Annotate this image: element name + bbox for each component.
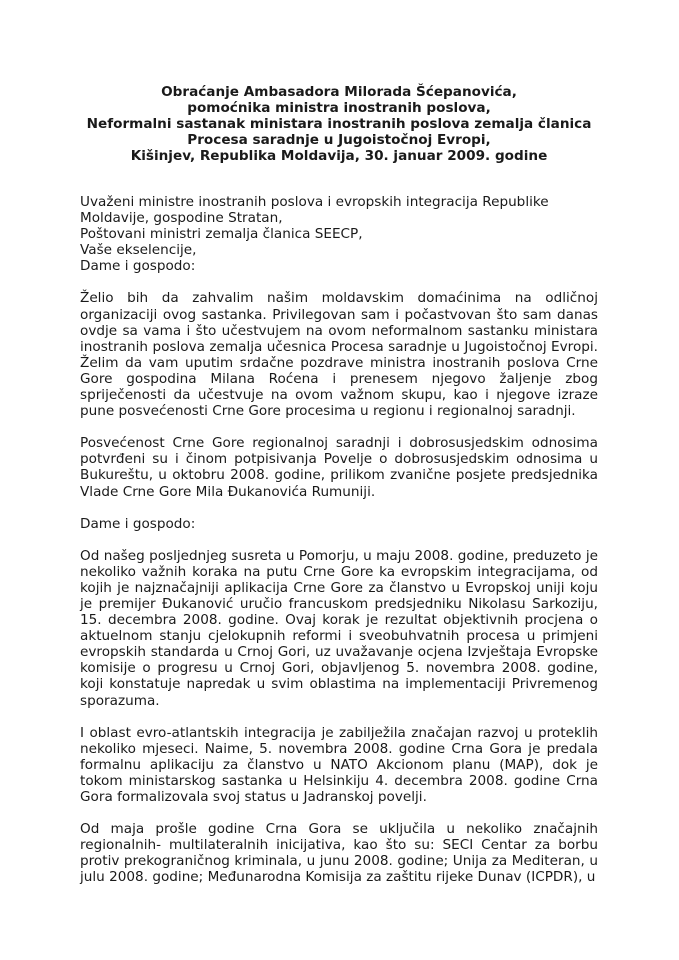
paragraph-address: Dame i gospodo: [80,515,196,532]
document-page [80,84,598,885]
paragraph-regional-initiatives: Od maja prošle godine Crna Gora se uključila u nekoliko značajnih regionalnih- multilateralnih inicijativa, kao što su: SECI Centar za borbu protiv prekograničnog kriminala, u junu 2008. godine; Unija za Mediteran, u julu 2008. godine; Međunarodna Komisija za zaštitu rijeke Dunav (ICPDR), u [80,821,598,886]
salutation-line: Moldavije, gospodine Stratan, [80,210,283,227]
salutation-line: Uvaženi ministre inostranih poslova i evropskih integracija Republike [80,194,549,210]
title-line: Procesa saradnje u Jugoistočnoj Evropi, [187,132,491,148]
salutation-line: Poštovani ministri zemalja članica SEECP, [80,226,363,243]
title-line: Obraćanje Ambasadora Milorada Šćepanovića, [161,84,517,100]
salutation-line: Vaše ekselencije, [80,242,197,259]
title-line: Kišinjev, Republika Moldavija, 30. januar 2009. godine [130,148,548,164]
paragraph-eu-integration: Od našeg posljednjeg susreta u Pomorju, u maju 2008. godine, preduzeto je nekoliko važnih koraka na putu Crne Gore ka evropskim integracijama, od kojih je najznačajniji aplikacija Crne Gore za članstvo u Evropskoj uniji koju je premijer Đukanović uručio francuskom predsjedniku Nikolasu Sarkoziju, 15. decembra 2008. godine. Ovaj korak je rezultat objektivnih procjena o aktuelnom stanju cjelokupnih reformi i sveobuhvatnih procesa u primjeni evropskih standarda u Crnoj Gori, uz uvažavanje ocjena Izvještaja Evropske komisije o progresu u Crnoj Gori, objavljenog 5. novembra 2008. godine, koji konstatuje napredak u svim oblastima na implementaciji Privremenog sporazuma. [80,547,598,709]
paragraph-thanks: Želio bih da zahvalim našim moldavskim domaćinima na odličnoj organizaciji ovog sastanka. Privilegovan sam i počastvovan što sam danas ovdje sa vama i što učestvujem na ovom neformalnom sastanku ministara inostranih poslova zemalja učesnica Procesa saradnje u Jugoistočnoj Evropi. Želim da vam uputim srdačne pozdrave ministra inostranih poslova Crne Gore gospodina Milana Roćena i prenesem njegovo žaljenje zbog spriječenosti da učestvuje na ovom važnom skupu, kao i njegove izraze pune posvećenosti Crne Gore procesima u regionu i regionalnoj saradnji. [80,290,598,420]
salutation-line: Dame i gospodo: [80,258,196,275]
paragraph-nato-integration: I oblast evro-atlantskih integracija je zabilježila značajan razvoj u proteklih nekoliko mjeseci. Naime, 5. novembra 2008. godine Crna Gora je predala formalnu aplikaciju za članstvo u NATO Akcionom planu (MAP), dok je tokom ministarskog sastanka u Helsinkiju 4. decembra 2008. godine Crna Gora formalizovala svoj status u Jadranskoj povelji. [80,724,598,805]
document-title [50,84,628,164]
salutation [80,194,598,274]
title-line: pomoćnika ministra inostranih poslova, [187,100,491,116]
title-line: Neformalni sastanak ministara inostranih poslova zemalja članica [86,116,592,132]
paragraph-commitment: Posvećenost Crne Gore regionalnoj saradnji i dobrosusjedskim odnosima potvrđeni su i činom potpisivanja Povelje o dobrosusjedskim odnosima u Bukureštu, u oktobru 2008. godine, prilikom zvanične posjete predsjednika Vlade Crne Gore Mila Đukanovića Rumuniji. [80,435,598,500]
